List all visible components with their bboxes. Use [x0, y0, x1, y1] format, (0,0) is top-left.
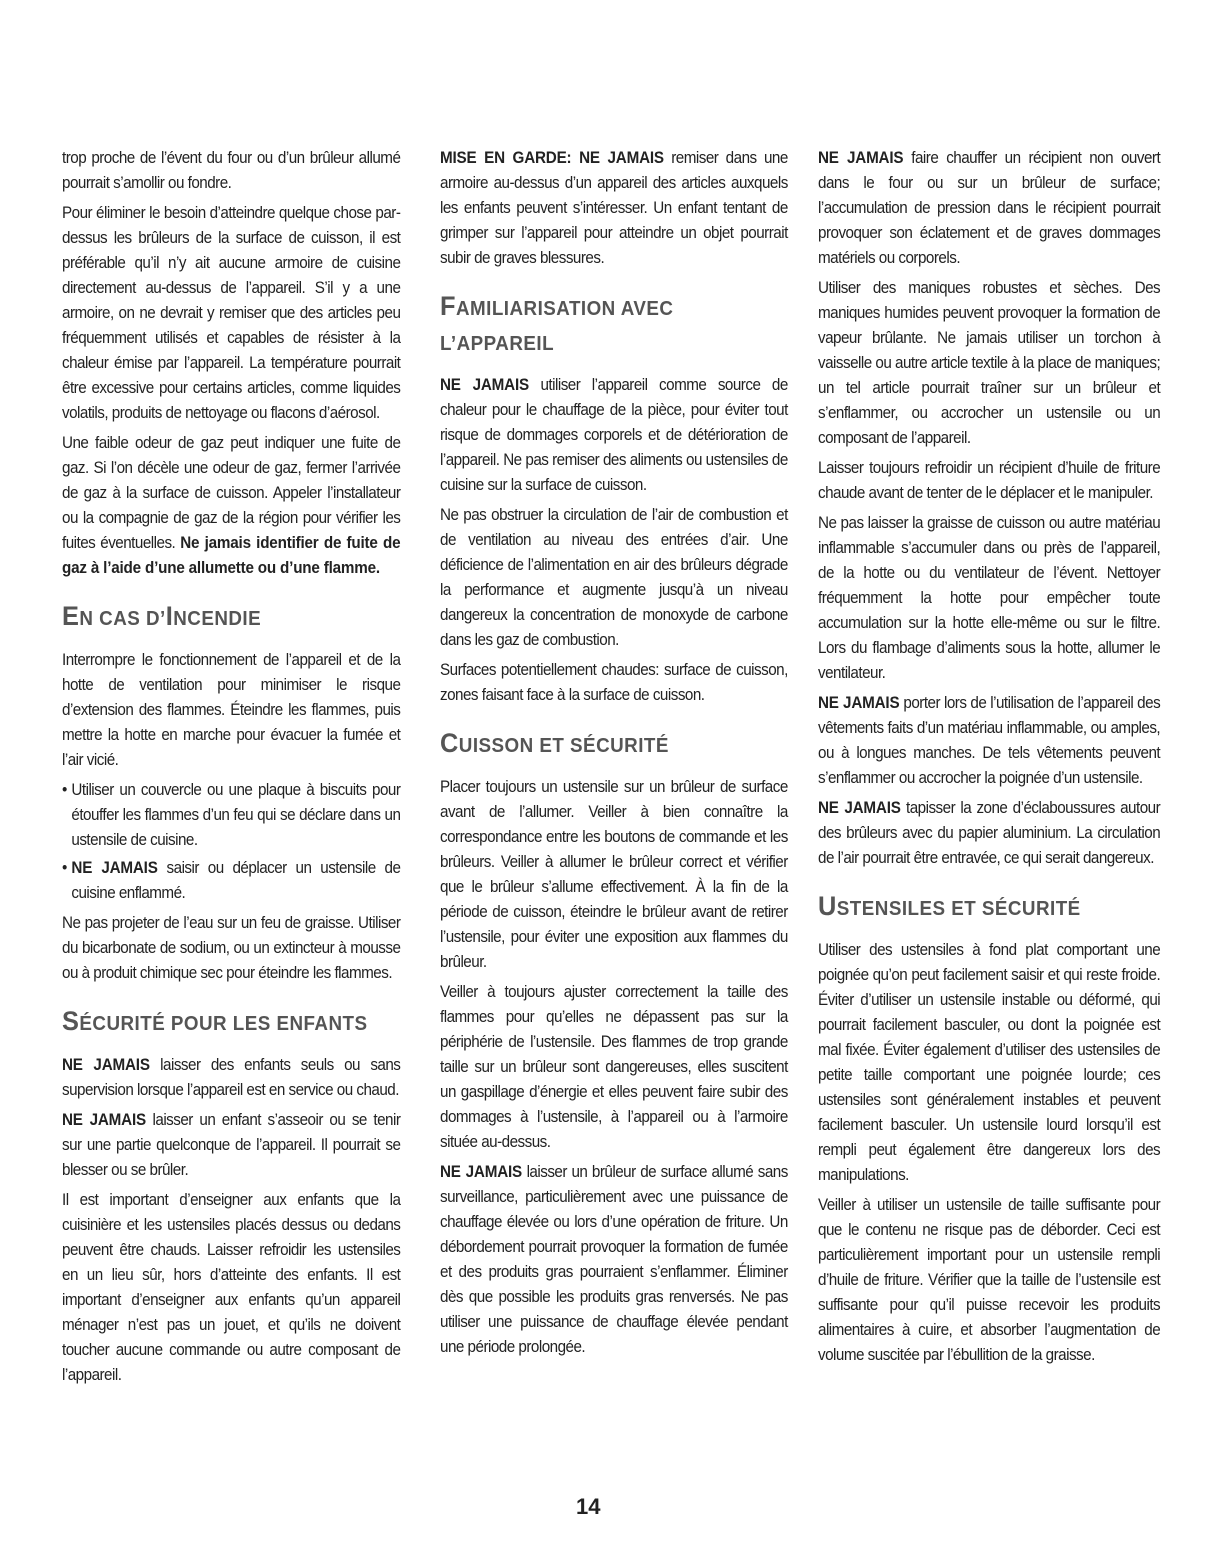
paragraph: Laisser toujours refroidir un récipient d’huile de friture chaude avant de tenter de le déplacer et le manipuler.: [818, 459, 1161, 502]
paragraph: Ne pas obstruer la circulation de l’air de combustion et de ventilation au niveau des entrées d’air. Une déficience de l’alimentation en air des brûleurs dégrade la performance et augmente jusqu’à un niveau dangereux la concentration de monoxyde de carbone dans les gaz de combustion.: [440, 506, 788, 649]
paragraph-text: Une faible odeur de gaz peut indiquer une fuite de gaz. Si l’on décèle une odeur de gaz, fermer l’arrivée de gaz à la surface de cuisson. Appeler l’installateur ou la compagnie de gaz de la région pour vérifier les fuites éventuelles.: [62, 434, 401, 552]
column-right: [818, 146, 1160, 1373]
section-heading-fire: EN CAS D’INCENDIE: [62, 601, 262, 631]
paragraph: NE JAMAIS laisser un brûleur de surface allumé sans surveillance, particulièrement avec une puissance de chauffage élevée ou lors d’une opération de friture. Un débordement pourrait provoquer la formation de fumée et des produits gras pourraient s’enflammer. Éliminer dès que possible les produits gras renversés. Ne pas utiliser une puissance de chauffage élevée pendant une période prolongée.: [440, 1163, 788, 1356]
section-heading-utensils: USTENSILES ET SÉCURITÉ: [818, 891, 1081, 921]
paragraph: Il est important d’enseigner aux enfants que la cuisinière et les ustensiles placés dessus ou dedans peuvent être chauds. Laisser refroidir les ustensiles en un lieu sûr, hors d’atteinte des enfants. Il est important d’enseigner aux enfants qu’un appareil ménager n’est pas un jouet, et qu’ils ne doivent toucher aucune commande ou autre composant de l’appareil.: [62, 1191, 401, 1384]
bullet-list: [62, 778, 400, 906]
paragraph: Utiliser des ustensiles à fond plat comportant une poignée qu’on peut facilement saisir et qui reste froide. Éviter d’utiliser un ustensile instable ou déformé, qui pourrait facilement basculer, ou dont la poignée est mal fixée. Éviter également d’utiliser des ustensiles de petite taille comportant une poignée lourde; ces ustensiles sont généralement instables et peuvent facilement basculer. Un ustensile lourd lorsqu’il est rempli peut également être dangereux lors des manipulations.: [818, 941, 1161, 1184]
section-heading-familiarisation: FAMILIARISATION AVEC L’APPAREIL: [440, 291, 674, 355]
paragraph: NE JAMAIS laisser un enfant s’asseoir ou se tenir sur une partie quelconque de l’appareil. Il pourrait se blesser ou se brûler.: [62, 1111, 401, 1179]
paragraph: NE JAMAIS tapisser la zone d’éclaboussures autour des brûleurs avec du papier aluminium. La circulation de l’air pourrait être entravée, ce qui serait dangereux.: [818, 799, 1161, 867]
paragraph: MISE EN GARDE: NE JAMAIS remiser dans une armoire au-dessus d’un appareil des articles auxquels les enfants peuvent s’intéresser. Un enfant tentant de grimper sur l’appareil pour atteindre un objet pourrait subir de graves blessures.: [440, 149, 788, 267]
section-heading-children: SÉCURITÉ POUR LES ENFANTS: [62, 1006, 368, 1036]
paragraph: NE JAMAIS faire chauffer un récipient non ouvert dans le four ou sur un brûleur de surface; l’accumulation de pression dans le récipient pourrait provoquer son éclatement et de graves dommages matériels ou corporels.: [818, 149, 1161, 267]
paragraph: NE JAMAIS utiliser l’appareil comme source de chaleur pour le chauffage de la pièce, pour éviter tout risque de dommages corporels et de détérioration de l’appareil. Ne pas remiser des aliments ou ustensiles de cuisine sur la surface de cuisson.: [440, 376, 788, 494]
paragraph: Utiliser des maniques robustes et sèches. Des maniques humides peuvent provoquer la formation de vapeur brûlante. Ne jamais utiliser un torchon à vaisselle ou autre article textile à la place de maniques; un tel article pourrait traîner sur un brûleur et s’enflammer, ou accrocher un ustensile ou un composant de l’appareil.: [818, 279, 1161, 447]
column-left: [62, 146, 400, 1393]
list-item: • Utiliser un couvercle ou une plaque à biscuits pour étouffer les flammes d’un feu qui se déclare dans un ustensile de cuisine.: [62, 778, 400, 853]
paragraph: trop proche de l’évent du four ou d’un brûleur allumé pourrait s’amollir ou fondre.: [62, 149, 401, 192]
page-number: 14: [576, 1494, 601, 1519]
column-middle: [440, 146, 788, 1365]
paragraph: Pour éliminer le besoin d’atteindre quelque chose par-dessus les brûleurs de la surface de cuisson, il est préférable qu’il n’y ait aucune armoire de cuisine directement au-dessus de l’appareil. S’il y a une armoire, on ne devrait y remiser que des articles peu fréquemment utilisés et capables de résister à la chaleur émise par l’appareil. La température pourrait être excessive pour certains articles, comme liquides volatils, produits de nettoyage ou flacons d’aérosol.: [62, 204, 401, 422]
paragraph: NE JAMAIS porter lors de l’utilisation de l’appareil des vêtements faits d’un matériau inflammable, ou amples, ou à longues manches. De tels vêtements peuvent s’enflammer ou accrocher la poignée d’un ustensile.: [818, 694, 1161, 787]
paragraph: Interrompre le fonctionnement de l’appareil et de la hotte de ventilation pour minimiser le risque d’extension des flammes. Éteindre les flammes, puis mettre la hotte en marche pour évacuer la fumée et l’air vicié.: [62, 651, 401, 769]
warning-text: Ne jamais identifier de fuite de gaz à l’aide d’une allumette ou d’une flamme.: [62, 534, 401, 577]
paragraph: NE JAMAIS laisser des enfants seuls ou sans supervision lorsque l’appareil est en service ou chaud.: [62, 1056, 401, 1099]
paragraph: Surfaces potentiellement chaudes: surface de cuisson, zones faisant face à la surface de cuisson.: [440, 661, 788, 704]
paragraph: [62, 431, 400, 581]
paragraph: Veiller à utiliser un ustensile de taille suffisante pour que le contenu ne risque pas de déborder. Ceci est particulièrement important pour un ustensile rempli d’huile de friture. Vérifier que la taille de l’ustensile est suffisante pour qu’il puisse recevoir les produits alimentaires à cuire, et absorber l’augmentation de volume suscitée par l’ébullition de la graisse.: [818, 1196, 1161, 1364]
section-heading-cooking: CUISSON ET SÉCURITÉ: [440, 728, 669, 758]
paragraph: Ne pas laisser la graisse de cuisson ou autre matériau inflammable s’accumuler dans ou près de l’appareil, de la hotte ou du ventilateur de l’évent. Nettoyer fréquemment la hotte pour empêcher toute accumulation sur la hotte elle-même ou sur le filtre. Lors du flambage d’aliments sous la hotte, allumer le ventilateur.: [818, 514, 1161, 682]
paragraph: Ne pas projeter de l’eau sur un feu de graisse. Utiliser du bicarbonate de sodium, ou un extincteur à mousse ou à produit chimique sec pour éteindre les flammes.: [62, 914, 401, 982]
paragraph: Veiller à toujours ajuster correctement la taille des flammes pour qu’elles ne dépassent pas sur la périphérie de l’ustensile. Des flammes de trop grande taille sur un brûleur sont dangereuses, elles suscitent un gaspillage d’énergie et elles peuvent faire subir des dommages à l’ustensile, à l’appareil ou à l’armoire située au-dessus.: [440, 983, 788, 1151]
list-item: • NE JAMAIS saisir ou déplacer un ustensile de cuisine enflammé.: [62, 856, 400, 906]
paragraph: Placer toujours un ustensile sur un brûleur de surface avant de l’allumer. Veiller à bien connaître la correspondance entre les boutons de commande et les brûleurs. Veiller à allumer le brûleur correct et vérifier que le brûleur s’allume effectivement. À la fin de la période de cuisson, éteindre le brûleur avant de retirer l’ustensile, pour éviter une exposition aux flammes du brûleur.: [440, 778, 788, 971]
